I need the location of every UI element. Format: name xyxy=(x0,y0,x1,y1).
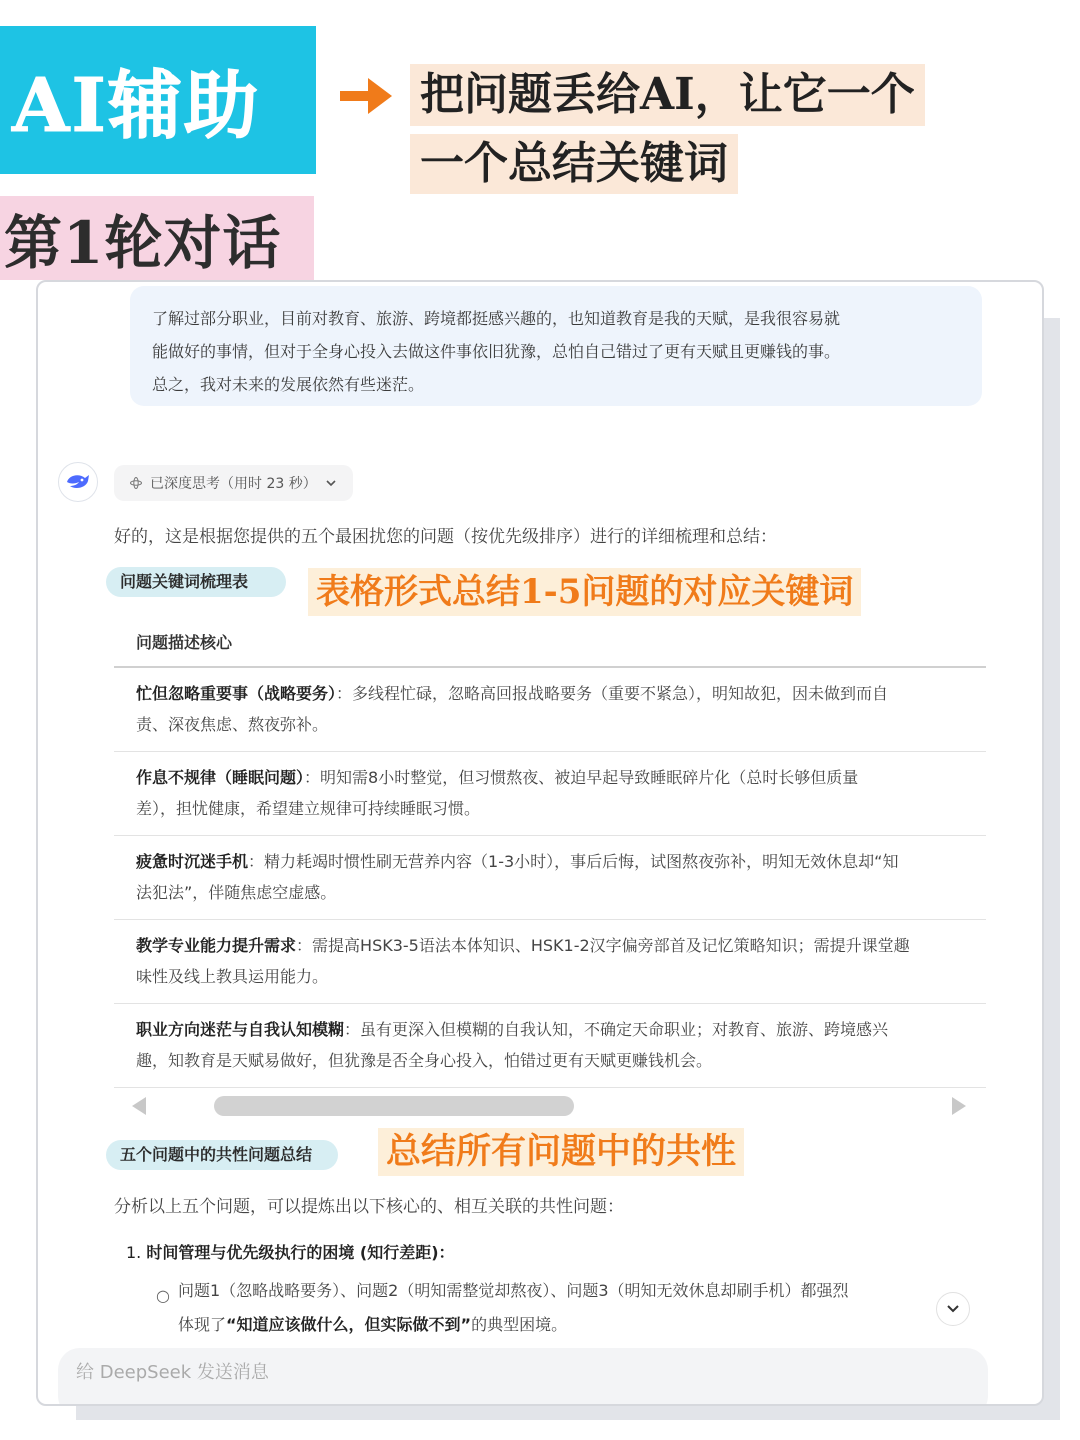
table-row: 疲惫时沉迷手机：精力耗竭时惯性刷无营养内容（1-3小时），事后后悔，试图熬夜弥补，明知无效休息却“知 法犯法”，伴随焦虑空虚感。 xyxy=(136,852,899,902)
analysis-intro: 分析以上五个问题，可以提炼出以下核心的、相互关联的共性问题： xyxy=(114,1197,624,1217)
table-header: 问题描述核心 xyxy=(136,633,233,652)
row-divider xyxy=(114,1087,986,1088)
round-tag-text: 第1轮对话 xyxy=(4,209,282,277)
scroll-left-icon[interactable] xyxy=(132,1097,146,1115)
arrow-right-icon xyxy=(338,76,394,116)
round-tag xyxy=(0,196,314,280)
annotation-common: 总结所有问题中的共性 xyxy=(378,1128,744,1176)
row-divider xyxy=(114,919,986,920)
deep-thinking-toggle[interactable] xyxy=(114,465,353,501)
deepseek-whale-icon xyxy=(58,462,98,502)
annotation-table: 表格形式总结1-5问题的对应关键词 xyxy=(308,568,861,616)
bullet-circle-icon: ○ xyxy=(156,1286,170,1305)
user-message-line: 了解过部分职业，目前对教育、旅游、跨境都挺感兴趣的，也知道教育是我的天赋，是我很容易就 xyxy=(152,309,841,328)
sub-point-text: 问题1（忽略战略要务）、问题2（明知需整觉却熬夜）、问题3（明知无效休息却刷手机）都强烈 体现了“知道应该做什么，但实际做不到”的典型困境。 xyxy=(178,1281,849,1334)
row-title: 疲惫时沉迷手机 xyxy=(136,852,249,871)
row-title: 教学专业能力提升需求 xyxy=(136,936,297,955)
row-title: 作息不规律（睡眠问题） xyxy=(136,768,305,787)
message-input-bar xyxy=(58,1348,988,1406)
row-title: 忙但忽略重要事（战略要务） xyxy=(136,684,337,703)
headline-line2: 一个总结关键词 xyxy=(410,134,738,194)
chevron-down-icon xyxy=(946,1304,960,1314)
atom-icon xyxy=(130,477,142,489)
row-divider xyxy=(114,1003,986,1004)
chat-screenshot xyxy=(36,280,1044,1406)
scroll-right-icon[interactable] xyxy=(952,1097,966,1115)
ai-assist-tag xyxy=(0,26,316,174)
row-divider xyxy=(114,751,986,752)
table-header-divider xyxy=(114,666,986,668)
headline-line1: 把问题丢给AI，让它一个 xyxy=(410,64,925,126)
user-message-bubble xyxy=(130,286,982,406)
section-title-common-issues: 五个问题中的共性问题总结 xyxy=(106,1140,338,1170)
table-row: 作息不规律（睡眠问题）：明知需8小时整觉，但习惯熬夜、被迫早起导致睡眠碎片化（总时长够但质量 差），担忧健康，希望建立规律可持续睡眠习惯。 xyxy=(136,768,859,818)
user-message-line: 能做好的事情，但对于全身心投入去做这件事依旧犹豫，总怕自己错过了更有天赋且更赚钱的事。 xyxy=(152,342,841,361)
table-row: 忙但忽略重要事（战略要务）：多线程忙碌，忽略高回报战略要务（重要不紧急），明知故犯，因未做到而自 责、深夜焦虑、熬夜弥补。 xyxy=(136,684,889,734)
point-title: 1. 时间管理与优先级执行的困境 (知行差距)： xyxy=(126,1243,455,1262)
thinking-status-text: 已深度思考（用时 23 秒） xyxy=(150,476,317,492)
user-message-line: 总之，我对未来的发展依然有些迷茫。 xyxy=(152,375,425,394)
horizontal-scrollbar[interactable] xyxy=(214,1096,574,1116)
message-input[interactable] xyxy=(76,1362,676,1383)
scroll-to-bottom-button[interactable] xyxy=(936,1292,970,1326)
table-row: 职业方向迷茫与自我认知模糊：虽有更深入但模糊的自我认知，不确定天命职业；对教育、旅游、跨境感兴 趣，知教育是天赋易做好，但犹豫是否全身心投入，怕错过更有天赋更赚钱机会。 xyxy=(136,1020,889,1070)
row-title: 职业方向迷茫与自我认知模糊 xyxy=(136,1020,345,1039)
ai-intro-text: 好的，这是根据您提供的五个最困扰您的问题（按优先级排序）进行的详细梳理和总结： xyxy=(114,527,777,547)
table-row: 教学专业能力提升需求：需提高HSK3-5语法本体知识、HSK1-2汉字偏旁部首及记忆策略知识；需提升课堂趣 味性及线上教具运用能力。 xyxy=(136,936,910,986)
ai-assist-tag-text: AI辅助 xyxy=(12,63,261,149)
chevron-down-icon xyxy=(325,479,337,487)
section-title-keyword-table: 问题关键词梳理表 xyxy=(106,567,286,597)
row-divider xyxy=(114,835,986,836)
